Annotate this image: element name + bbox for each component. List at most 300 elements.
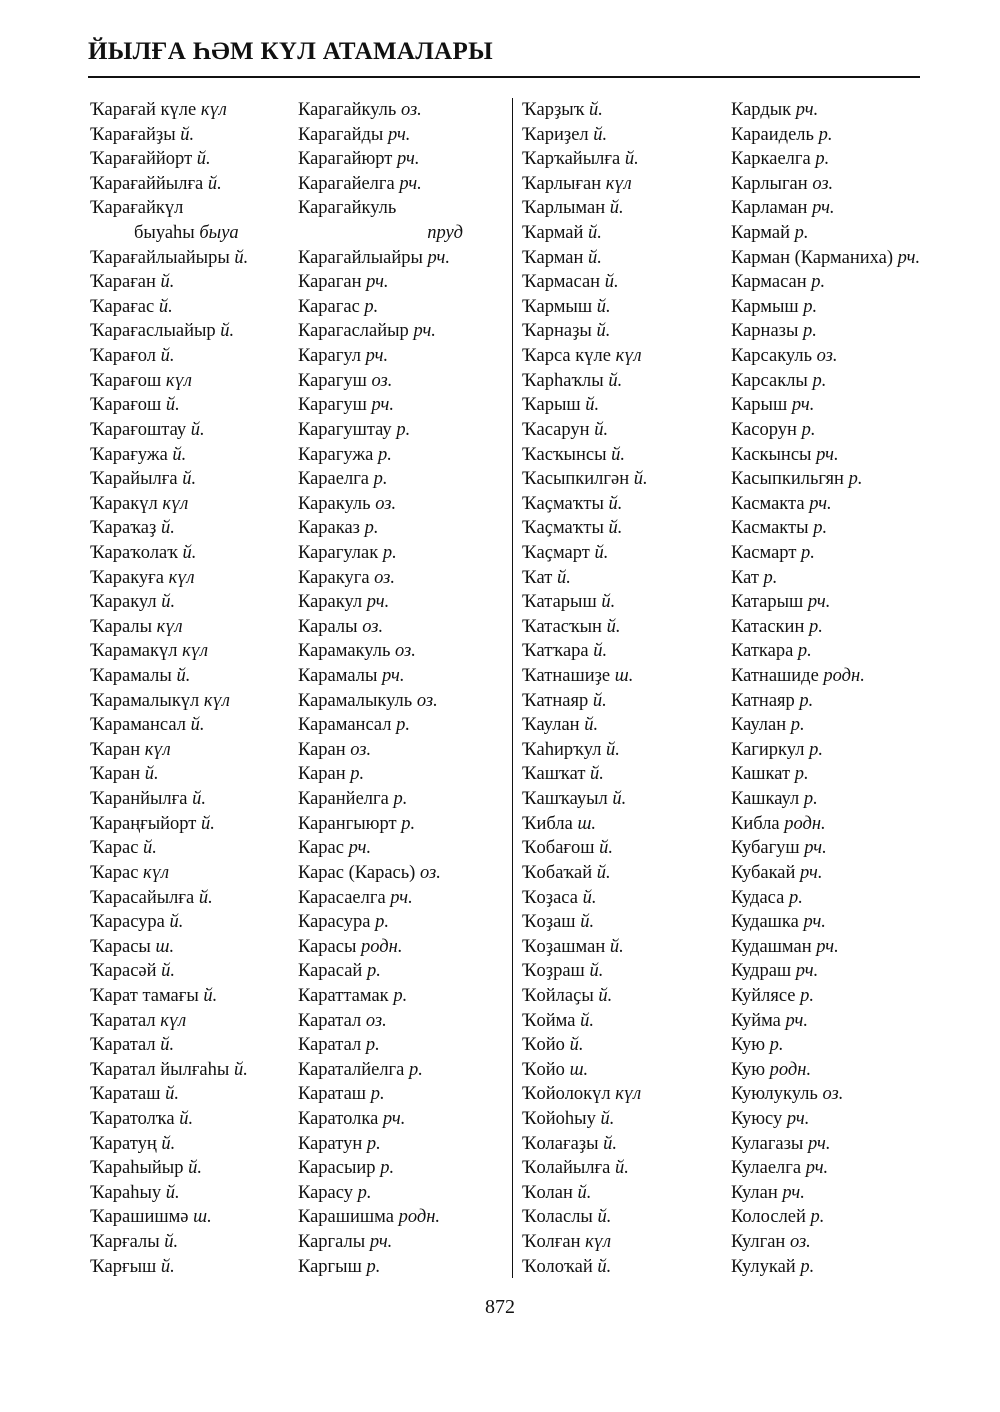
entry-name: Карас (298, 838, 344, 859)
entry-abbreviation: оз. (362, 616, 384, 637)
entry-name: Катнашиде (731, 666, 819, 687)
entry-abbreviation: й. (160, 346, 175, 367)
entry-abbreviation: родн. (823, 666, 865, 687)
dictionary-entry (522, 344, 727, 369)
entry-name: Ҡарыш (522, 395, 581, 416)
entry-abbreviation: й. (164, 1232, 179, 1253)
entry-abbreviation: й. (594, 542, 609, 563)
entry-abbreviation: оз. (374, 567, 396, 588)
entry-name: Ҡаҫмаҡты (522, 493, 604, 514)
column-russian-right (731, 98, 961, 1279)
dictionary-entry (298, 713, 503, 738)
dictionary-entry (298, 935, 503, 960)
entry-name: Ҡарса күле (522, 346, 611, 367)
dictionary-entry (90, 910, 290, 935)
entry-name: Ҡарамакүл (90, 641, 178, 662)
entry-name: Ҡарамалы (90, 666, 172, 687)
entry-abbreviation: рч. (365, 346, 389, 367)
entry-name: Ҡобаҡай (522, 862, 593, 883)
dictionary-entry (522, 172, 727, 197)
entry-name: Ҡоҙашман (522, 936, 606, 957)
dictionary-entry (90, 787, 290, 812)
dictionary-entry (731, 1082, 961, 1107)
page-header (88, 36, 920, 76)
entry-abbreviation: й. (161, 592, 176, 613)
entry-abbreviation: оз. (816, 346, 838, 367)
entry-abbreviation: й. (234, 247, 249, 268)
entry-abbreviation: й. (584, 715, 599, 736)
dictionary-entry (731, 590, 961, 615)
entry-name: Касмакты (731, 518, 809, 539)
entry-abbreviation: р. (803, 321, 817, 342)
dictionary-entry (298, 221, 503, 246)
entry-name: Каракул (298, 592, 363, 613)
entry-name: Ҡарағужа (90, 444, 168, 465)
dictionary-entry (731, 98, 961, 123)
dictionary-entry (522, 1009, 727, 1034)
entry-name: Карамансал (298, 715, 392, 736)
entry-name: Ҡаулан (522, 715, 580, 736)
dictionary-entry (298, 1255, 503, 1280)
entry-name: Кулан (731, 1182, 778, 1203)
dictionary-entry (522, 541, 727, 566)
dictionary-entry (731, 615, 961, 640)
entry-abbreviation: й. (198, 887, 213, 908)
dictionary-entry (731, 319, 961, 344)
entry-abbreviation: р. (808, 616, 823, 637)
entry-abbreviation: й. (165, 395, 180, 416)
entry-abbreviation: р. (809, 739, 823, 760)
entry-name: Каргалы (298, 1232, 366, 1253)
entry-name: Карасу (298, 1182, 353, 1203)
entry-name: Ҡойоһыу (522, 1108, 596, 1129)
dictionary-entry (298, 98, 503, 123)
dictionary-entry (731, 147, 961, 172)
entry-abbreviation: оз. (350, 739, 372, 760)
entry-abbreviation: рч. (397, 149, 420, 170)
dictionary-entry (298, 615, 503, 640)
entry-abbreviation: оз. (395, 641, 416, 662)
dictionary-entry (522, 221, 727, 246)
entry-name: Куюсу (731, 1108, 783, 1129)
entry-name: Карас (Карась) (298, 862, 416, 883)
entry-name: Кат (731, 567, 759, 588)
dictionary-entry (731, 689, 961, 714)
entry-name: Карагул (298, 346, 362, 367)
entry-abbreviation: р. (408, 1059, 423, 1080)
dictionary-entry (731, 1181, 961, 1206)
entry-name: Ҡобағош (522, 838, 595, 859)
dictionary-entry (90, 147, 290, 172)
entry-name: Ҡаранйылға (90, 789, 188, 810)
entry-name: Ҡоласлы (522, 1207, 593, 1228)
dictionary-entry (522, 1205, 727, 1230)
dictionary-entry (522, 1156, 727, 1181)
entry-abbreviation: күл (605, 173, 632, 194)
entry-abbreviation: рч. (807, 592, 831, 613)
entry-abbreviation: й. (192, 789, 206, 810)
entry-abbreviation: р. (800, 985, 814, 1006)
entry-abbreviation: быуа (199, 223, 239, 244)
entry-abbreviation: й. (599, 838, 613, 859)
entry-abbreviation: рч. (816, 444, 839, 465)
entry-name: Кудашман (731, 936, 812, 957)
dictionary-entry (298, 861, 503, 886)
column-bashkir-left (90, 98, 290, 1279)
entry-abbreviation: й. (604, 272, 619, 293)
entry-name: Ҡарамансал (90, 715, 186, 736)
entry-name: Ҡарағаййылға (90, 173, 204, 194)
dictionary-entry (90, 1132, 290, 1157)
dictionary-entry (522, 1181, 727, 1206)
entry-name: Каскынсы (731, 444, 812, 465)
dictionary-entry (731, 935, 961, 960)
entry-abbreviation: й. (233, 1059, 248, 1080)
dictionary-entry (522, 689, 727, 714)
dictionary-entry (90, 664, 290, 689)
dictionary-entry (522, 196, 727, 221)
entry-abbreviation: р. (366, 1133, 381, 1154)
dictionary-entry (731, 836, 961, 861)
entry-name: Ҡармай (522, 223, 584, 244)
dictionary-entry (90, 615, 290, 640)
dictionary-entry (90, 1082, 290, 1107)
entry-name: Карман (Карманиха) (731, 247, 894, 268)
entry-name: Касыпкильгян (731, 469, 844, 490)
dictionary-entry (522, 369, 727, 394)
entry-name: Кудраш (731, 961, 792, 982)
dictionary-entry (522, 147, 727, 172)
dictionary-entry (90, 861, 290, 886)
entry-name: Ҡарлыман (522, 198, 606, 219)
entry-abbreviation: й. (609, 936, 624, 957)
dictionary-entry (731, 1156, 961, 1181)
entry-name: Касмакта (731, 493, 805, 514)
entry-abbreviation: й. (612, 789, 627, 810)
dictionary-entry (731, 1255, 961, 1280)
entry-abbreviation: рч. (809, 493, 832, 514)
entry-name: Ҡатасҡын (522, 616, 602, 637)
dictionary-entry (731, 467, 961, 492)
dictionary-entry (522, 1107, 727, 1132)
entry-abbreviation: күл (182, 641, 209, 662)
entry-name: Ҡатнашиҙе (522, 666, 611, 687)
entry-abbreviation: оз. (419, 862, 441, 883)
entry-abbreviation: р. (812, 370, 827, 391)
entry-name: Касмарт (731, 542, 797, 563)
entry-name: Кулаелга (731, 1158, 802, 1179)
entry-abbreviation: р. (382, 542, 397, 563)
entry-abbreviation: р. (794, 223, 809, 244)
dictionary-entry (90, 566, 290, 591)
entry-name: Ҡарғалы (90, 1232, 160, 1253)
entry-name: Ҡаратал (90, 1010, 156, 1031)
entry-abbreviation: рч. (366, 272, 389, 293)
entry-abbreviation: р. (763, 567, 778, 588)
entry-abbreviation: рч. (816, 936, 839, 957)
entry-abbreviation: рч. (812, 198, 835, 219)
entry-name: Кармыш (731, 296, 799, 317)
entry-abbreviation: родн. (784, 813, 826, 834)
entry-abbreviation: й. (569, 1035, 584, 1056)
entry-abbreviation: р. (393, 985, 408, 1006)
dictionary-entry (90, 1058, 290, 1083)
dictionary-entry (90, 319, 290, 344)
dictionary-entry (298, 1156, 503, 1181)
entry-name: Карасай (298, 961, 363, 982)
entry-name: Караган (298, 272, 362, 293)
entry-name: Ҡатарыш (522, 592, 597, 613)
entry-abbreviation: й. (203, 985, 218, 1006)
entry-abbreviation: й. (608, 370, 623, 391)
dictionary-entry (90, 812, 290, 837)
dictionary-entry (298, 1181, 503, 1206)
dictionary-entry (731, 516, 961, 541)
entry-abbreviation: й. (160, 272, 175, 293)
dictionary-entry (90, 393, 290, 418)
entry-abbreviation: й. (160, 1256, 175, 1277)
entry-abbreviation: й. (190, 715, 205, 736)
dictionary-entry (731, 393, 961, 418)
entry-name: Кудашка (731, 912, 799, 933)
entry-abbreviation: оз. (789, 1232, 811, 1253)
entry-name: Карагайюрт (298, 149, 393, 170)
entry-abbreviation: й. (590, 764, 604, 785)
dictionary-entry (731, 1205, 961, 1230)
entry-abbreviation: й. (165, 1084, 179, 1105)
entry-name: Ҡарайылға (90, 469, 178, 490)
dictionary-entry (731, 270, 961, 295)
entry-abbreviation: й. (593, 124, 608, 145)
entry-name: Ҡарамалыкүл (90, 690, 200, 711)
entry-abbreviation: й. (144, 764, 159, 785)
entry-name: Ҡарағаслыайыр (90, 321, 216, 342)
entry-abbreviation: р. (364, 296, 379, 317)
dictionary-entry (298, 123, 503, 148)
dictionary-entry (298, 590, 503, 615)
entry-name: Карагайды (298, 124, 384, 145)
entry-name: Карамакуль (298, 641, 391, 662)
entry-name: Кашкат (731, 764, 791, 785)
entry-name: Ҡаҫмаҡты (522, 518, 604, 539)
entry-abbreviation: р. (797, 641, 812, 662)
entry-name: Ҡараған (90, 272, 156, 293)
entry-name: Ҡарағайҙы (90, 124, 176, 145)
column-bashkir-right (522, 98, 727, 1279)
entry-name: Ҡарағаййорт (90, 149, 193, 170)
entry-abbreviation: пруд (427, 223, 463, 244)
dictionary-entry (90, 295, 290, 320)
entry-name: Ҡаракул (90, 592, 157, 613)
entry-abbreviation: й. (180, 124, 195, 145)
dictionary-entry (90, 1181, 290, 1206)
entry-name: Ҡаратуң (90, 1133, 157, 1154)
dictionary-entry (731, 713, 961, 738)
entry-name: Катнаяр (731, 690, 795, 711)
dictionary-entry (298, 418, 503, 443)
entry-abbreviation: й. (580, 912, 595, 933)
entry-abbreviation: й. (609, 198, 624, 219)
entry-name: Ҡарасура (90, 912, 165, 933)
entry-name: Кибла (731, 813, 780, 834)
entry-abbreviation: й. (182, 542, 197, 563)
entry-abbreviation: й. (588, 100, 603, 120)
entry-name: Ҡибла (522, 813, 573, 834)
dictionary-entry (522, 886, 727, 911)
entry-abbreviation: күл (144, 739, 171, 760)
entry-name: Каргыш (298, 1256, 362, 1277)
entry-abbreviation: й. (182, 469, 197, 490)
entry-abbreviation: р. (769, 1035, 784, 1056)
dictionary-entry (522, 1033, 727, 1058)
entry-abbreviation: родн. (398, 1207, 440, 1228)
entry-abbreviation: й. (624, 149, 639, 170)
entry-abbreviation: й. (614, 1158, 629, 1179)
entry-abbreviation: ш. (569, 1059, 589, 1080)
entry-name: Карыш (731, 395, 788, 416)
entry-name: Ҡараташ (90, 1084, 161, 1105)
entry-name: Колослей (731, 1207, 806, 1228)
entry-name: Каранйелга (298, 789, 389, 810)
dictionary-entry (731, 959, 961, 984)
entry-abbreviation: р. (350, 764, 365, 785)
entry-name: Ҡарас (90, 862, 139, 883)
entry-name: Ҡатнаяр (522, 690, 589, 711)
entry-name: Ҡарҡайылға (522, 149, 621, 170)
entry-name: Кубагуш (731, 838, 800, 859)
dictionary-entry (522, 123, 727, 148)
entry-name: Карагайлыайры (298, 247, 423, 268)
entry-name: Кагиркул (731, 739, 805, 760)
entry-name: Ҡарҙыҡ (522, 100, 585, 120)
entry-name: Ҡарасайылға (90, 887, 195, 908)
dictionary-entry (298, 270, 503, 295)
entry-abbreviation: рч. (782, 1182, 805, 1203)
entry-abbreviation: рч. (413, 321, 436, 342)
dictionary-entry (522, 492, 727, 517)
entry-name: Карламан (731, 198, 808, 219)
dictionary-entry (731, 418, 961, 443)
dictionary-entry (298, 1230, 503, 1255)
entry-name: Куйлясе (731, 985, 796, 1006)
dictionary-entry (522, 1058, 727, 1083)
entry-name: Карагуш (298, 395, 367, 416)
dictionary-entry (522, 1255, 727, 1280)
entry-abbreviation: ш. (577, 813, 597, 834)
dictionary-entry (298, 467, 503, 492)
dictionary-entry (731, 910, 961, 935)
entry-abbreviation: родн. (769, 1059, 812, 1080)
entry-name: Ҡармасан (522, 272, 601, 293)
dictionary-entry (731, 738, 961, 763)
entry-abbreviation: р. (790, 715, 805, 736)
dictionary-entry (298, 762, 503, 787)
entry-name: Катарыш (731, 592, 804, 613)
dictionary-entry (298, 196, 503, 221)
entry-abbreviation: ш. (614, 666, 634, 687)
entry-abbreviation: рч. (795, 100, 819, 120)
entry-abbreviation: күл (168, 567, 195, 588)
dictionary-entry (298, 664, 503, 689)
entry-abbreviation: оз. (416, 690, 438, 711)
column-divider (512, 98, 513, 1278)
dictionary-entry (522, 959, 727, 984)
entry-abbreviation: рч. (804, 838, 827, 859)
dictionary-entry (90, 590, 290, 615)
entry-name: Кулукай (731, 1256, 796, 1277)
entry-name: Ҡарасәй (90, 961, 157, 982)
entry-name: Каркаелга (731, 149, 811, 170)
entry-name: Ҡолған (522, 1232, 581, 1253)
entry-name: Ҡасыпкилгән (522, 469, 630, 490)
dictionary-entry (731, 1230, 961, 1255)
dictionary-entry (298, 787, 503, 812)
entry-abbreviation: күл (160, 1010, 187, 1031)
entry-abbreviation: й. (601, 592, 616, 613)
dictionary-entry (90, 762, 290, 787)
dictionary-entry (90, 172, 290, 197)
entry-name: Ҡоҙаса (522, 887, 578, 908)
dictionary-entry (90, 738, 290, 763)
entry-name: Ҡаракуға (90, 567, 164, 588)
entry-abbreviation: й. (161, 961, 176, 982)
entry-name: Ҡарман (522, 247, 584, 268)
dictionary-entry (522, 418, 727, 443)
entry-abbreviation: рч. (369, 1232, 393, 1253)
entry-abbreviation: й. (600, 1108, 615, 1129)
entry-name: Кулган (731, 1232, 786, 1253)
entry-name: Ҡарһаҡлы (522, 370, 604, 391)
entry-name: Ҡойолокүл (522, 1084, 611, 1105)
entry-name: Ҡарағош (90, 395, 162, 416)
dictionary-entry (90, 516, 290, 541)
dictionary-entry (298, 689, 503, 714)
dictionary-entry (731, 787, 961, 812)
dictionary-entry (731, 443, 961, 468)
dictionary-entry (298, 369, 503, 394)
entry-name: Ҡаралы (90, 616, 153, 637)
entry-abbreviation: рч. (382, 666, 405, 687)
entry-abbreviation: рч. (791, 395, 815, 416)
entry-abbreviation: й. (580, 1010, 594, 1031)
dictionary-entry (522, 738, 727, 763)
entry-name: Ҡаракүл (90, 493, 158, 514)
entry-abbreviation: й. (160, 518, 175, 539)
entry-name: Ҡаратолҡа (90, 1108, 175, 1129)
entry-abbreviation: й. (172, 444, 187, 465)
entry-name: Караидель (731, 124, 814, 145)
entry-name: Каран (298, 764, 346, 785)
dictionary-entry (298, 738, 503, 763)
entry-abbreviation: оз. (365, 1010, 387, 1031)
entry-name: Ҡарағай күле (90, 100, 197, 120)
dictionary-entry (522, 393, 727, 418)
dictionary-entry (90, 443, 290, 468)
entry-name: Кармай (731, 223, 790, 244)
entry-name: Ҡолан (522, 1182, 573, 1203)
entry-abbreviation: й. (588, 223, 602, 244)
header-rule (88, 76, 920, 78)
entry-name: Ҡарас (90, 838, 139, 859)
entry-abbreviation: й. (165, 1182, 180, 1203)
entry-name: Ҡатҡара (522, 641, 589, 662)
dictionary-entry (298, 1132, 503, 1157)
entry-abbreviation: р. (396, 715, 411, 736)
dictionary-entry (90, 418, 290, 443)
entry-name: Ҡоҙраш (522, 961, 585, 982)
entry-abbreviation: р. (377, 444, 392, 465)
dictionary-entry (522, 787, 727, 812)
